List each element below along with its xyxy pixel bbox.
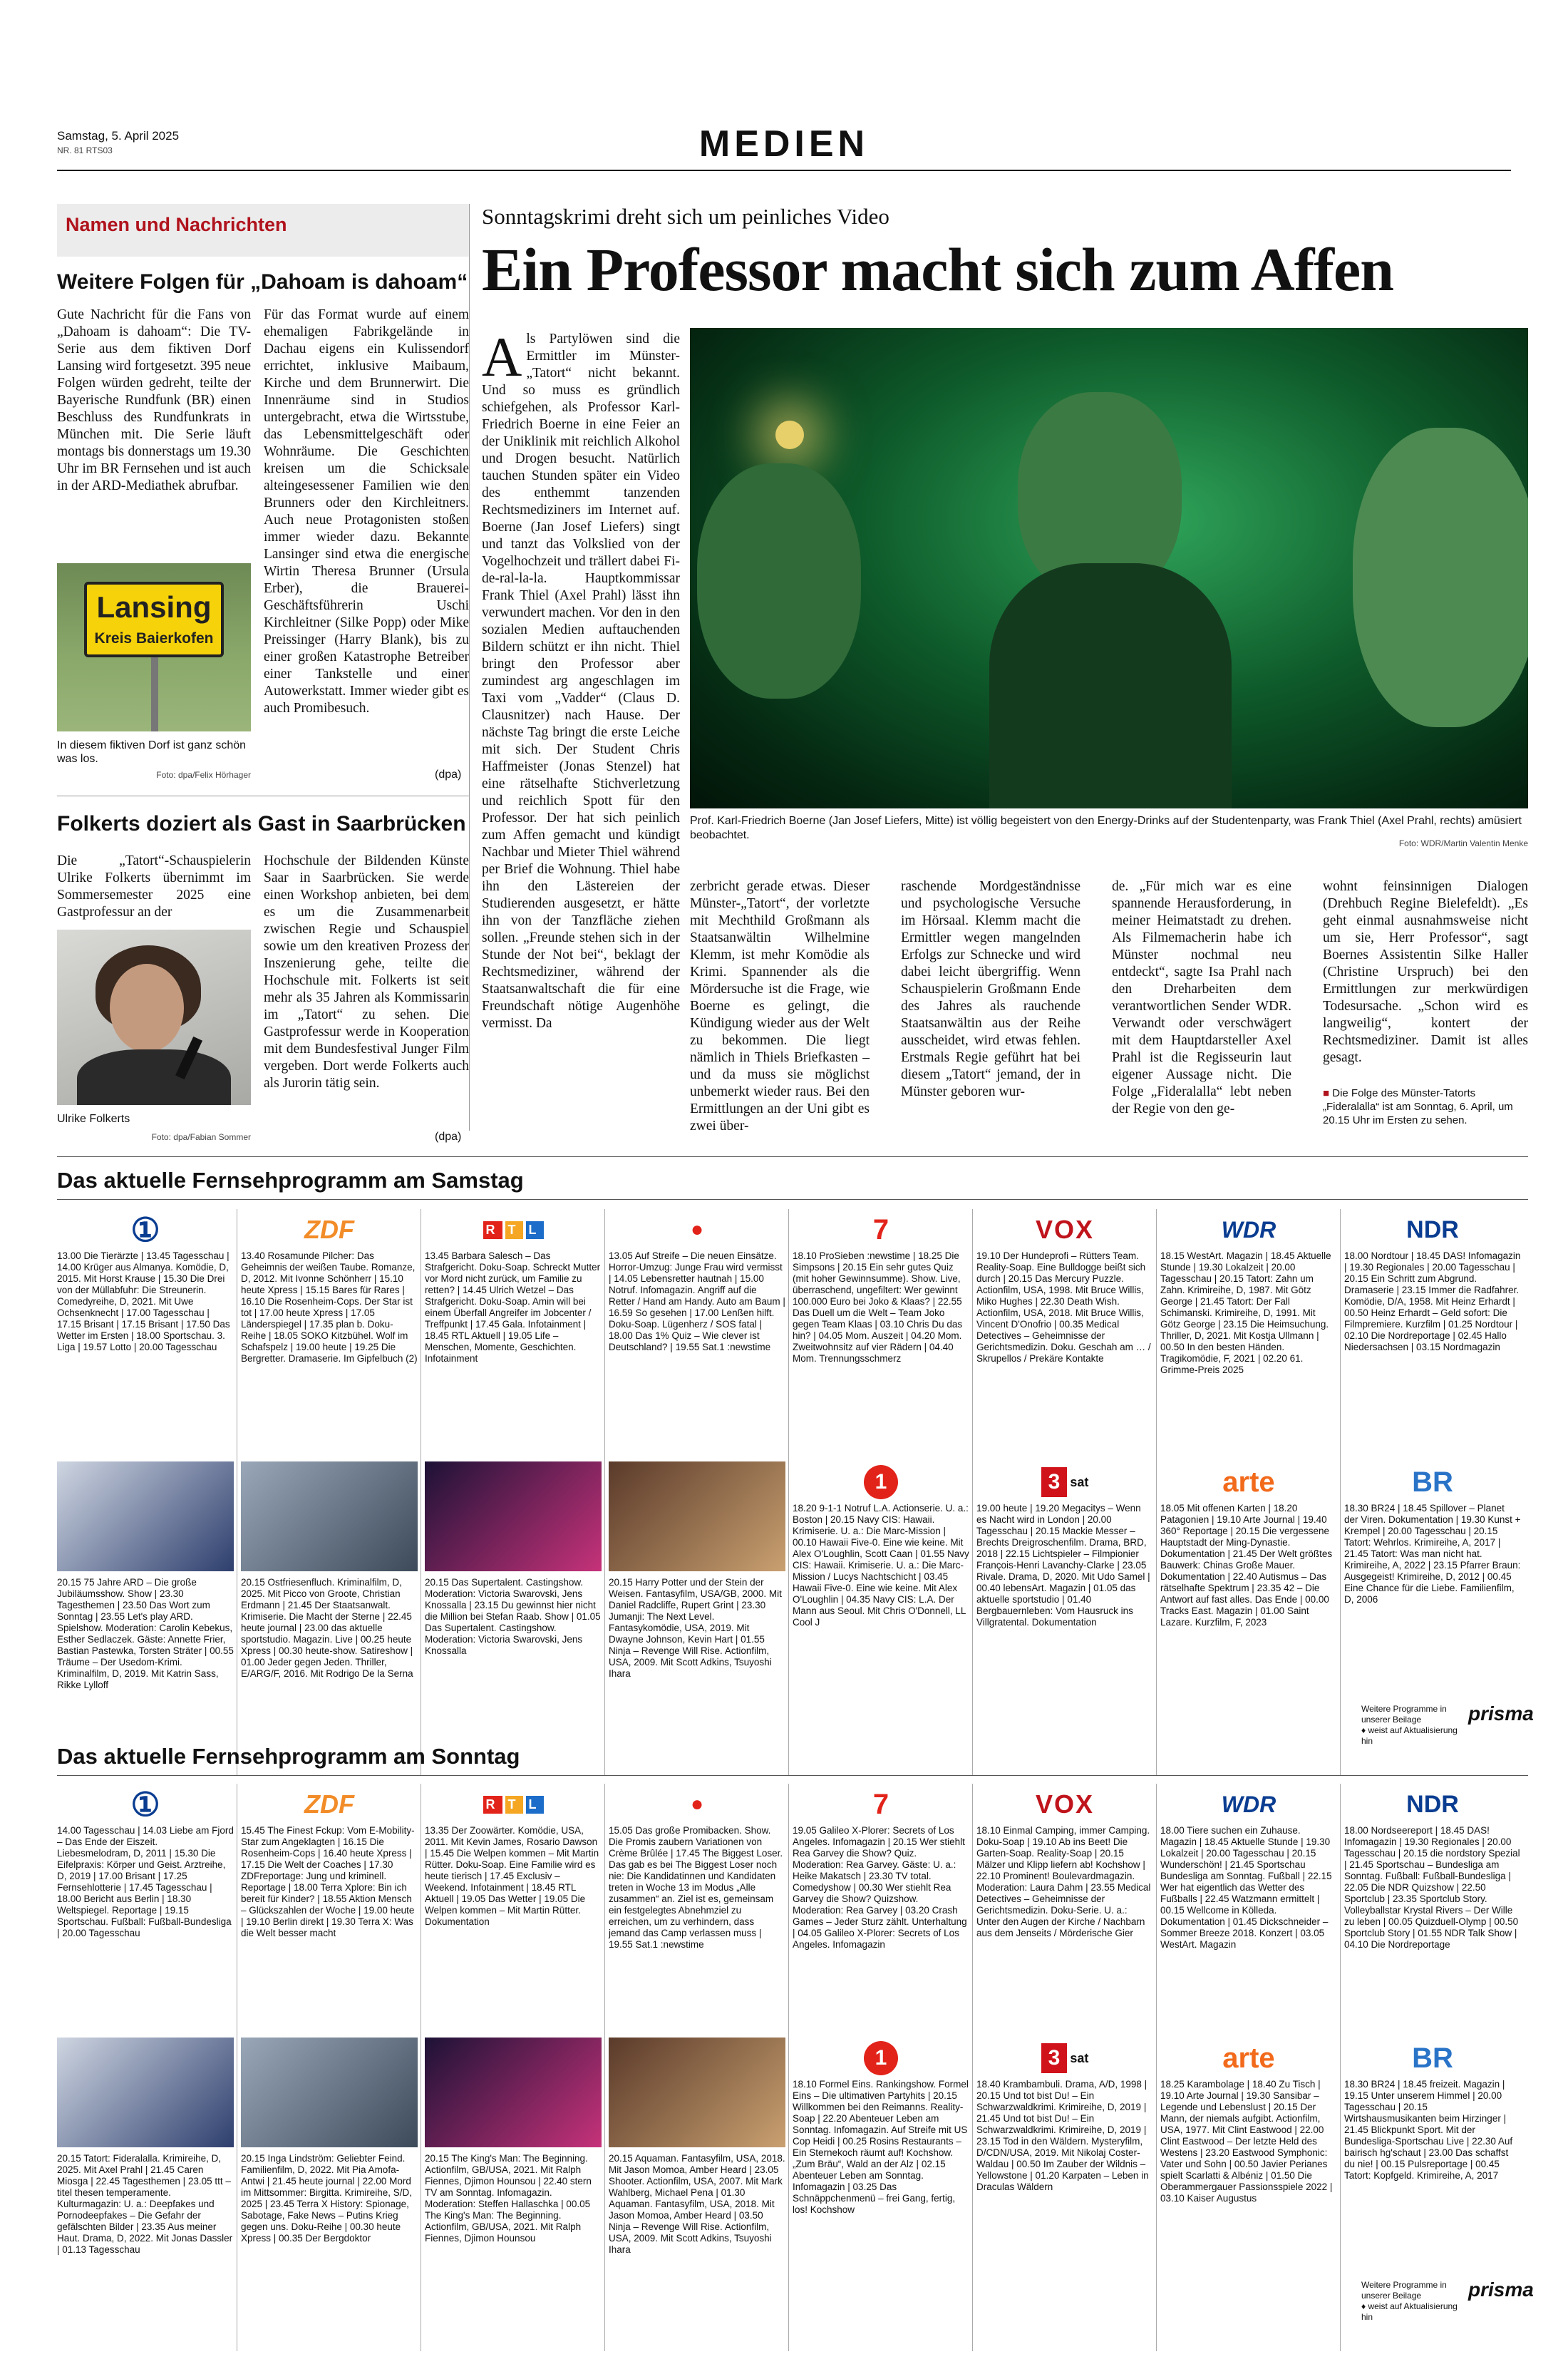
channel-logo-icon: 3 sat <box>976 1461 1153 1503</box>
tv-listing: 20.15 Das Supertalent. Castingshow. Moderation: Victoria Swarovski, Jens Knossalla | 23.15 Du gewinnst hier nicht die Million bei Stefan Raab. Show | 01.05 Das Supertalent. Castingshow. Moderation: Victoria Swarovski, Jens Knossalla <box>425 1577 601 1656</box>
channel-logo-icon: NDR <box>1406 1216 1459 1243</box>
tv-note-update: ♦ weist auf Aktualisierung hin <box>1361 2301 1458 2322</box>
tv-channel-evening-7 <box>1344 2038 1521 2182</box>
tv-channel-evening-5 <box>976 1461 1153 1628</box>
news2-agency: (dpa) <box>435 1131 462 1143</box>
hero-photo-credit: Foto: WDR/Martin Valentin Menke <box>1398 838 1528 848</box>
article-air-note <box>1323 1086 1528 1127</box>
tv-sat-rule <box>57 1199 1528 1200</box>
channel-logo-icon: ● <box>690 1218 704 1241</box>
tv-listing: 20.15 75 Jahre ARD – Die große Jubiläumsshow. Show | 23.30 Tagesthemen | 23.50 Das Wort zum Sonntag | 23.55 Let's play ARD. Spielshow. Moderation: Carolin Kebekus, Esther Sedlaczek. Gäste: Annette Frier, Bastian Pastewka, Torsten Sträter | 00.55 Träume – Der Usedom-Krimi. Kriminalfilm, D, 2019. Mit Katrin Sass, Rikke Lylloff <box>57 1577 234 1690</box>
news1-caption: In diesem fiktiven Dorf ist ganz schön was los. <box>57 739 247 765</box>
article-col3: raschende Mordgeständnisse und psychologische Versuche im Hörsaal. Klemm macht die Ermittler wegen mangelnden Erfolgs zur Schnecke und wird dabei leicht übergriffig. Wenn Schauspielerin Großmann Ende des Jahres als rauchende Staatsanwältin aus der Reihe ausscheidet, wird etwas fehlen. Erstmals Regie geführt hat bei diesem „Tatort“ jemand, der in Münster geboren wur- <box>901 879 1080 1099</box>
sidebar-header-label: Namen und Nachrichten <box>66 214 287 235</box>
channel-logo-icon: NDR <box>1406 1790 1459 1818</box>
note-square-icon: ■ <box>1323 1087 1330 1099</box>
news2-caption: Ulrike Folkerts <box>57 1113 130 1125</box>
article-air-note-text: Die Folge des Münster-Tatorts „Fideralalla“ ist am Sonntag, 6. April, um 20.15 Uhr im Ersten zu sehen. <box>1323 1087 1513 1126</box>
tv-listing: 18.10 Formel Eins. Rankingshow. Formel Eins – Die ultimativen Partyhits | 20.15 Willkommen bei den Reimanns. Reality-Soap | 22.20 Abenteuer Leben am Sonntag. Infomagazin. Auf Streife mit US Cop Heidi | 00.25 Rosins Restaurants – Ein Sternekoch räumt auf! Kochshow. „Zum Bräu“, Wald an der Alz | 02.15 Abenteuer Leben am Sonntag. Infomagazin | 03.25 Das Schnäppchenmenü – frei Gang, fertig, los! Kochshow <box>793 2079 969 2215</box>
tv-listing: 18.00 Nordtour | 18.45 DAS! Infomagazin | 19.30 Regionales | 20.00 Tagesschau | 20.15 Ein Schritt zum Abgrund. Dramaserie | 23.15 Immer die Radfahrer. Komödie, D/A, 1958. Mit Heinz Erhardt | 00.50 Heinz Erhardt – Geld sofort: Die Filmpremiere. Kurzfilm | 01.25 Nordtour | 02.10 Die Nordreportage | 02.45 Hallo Niedersachsen | 03.15 Nordmagazin <box>1344 1250 1521 1352</box>
tv-listing: 19.05 Galileo X-Plorer: Secrets of Los Angeles. Infomagazin | 20.15 Wer stiehlt Rea Garvey die Show? Quiz. Moderation: Rea Garvey. Gäste: U. a.: Heike Makatsch | 23.30 TV total. Comedyshow | 00.30 Wer stiehlt Rea Garvey die Show? Quizshow. Moderation: Rea Garvey | 03.20 Crash Games – Jeder Sturz zählt. Unterhaltung | 04.05 Galileo X-Plorer: Secrets of Los Angeles. Infomagazin <box>793 1825 967 1950</box>
tv-listing: 18.00 Nordseereport | 18.45 DAS! Infomagazin | 19.30 Regionales | 20.00 Tagesschau | 20.15 die nordstory Spezial | 21.45 Sportschau – Bundesliga am Sonntag. Fußball: Fußball-Bundesliga | 22.05 Die NDR Quizshow | 22.50 Sportclub | 23.35 Sportclub Story. Volleyballstar Krystal Rivers – Der Wille zu leben | 00.05 Quizduell-Olymp | 00.50 Sportclub Story | 01.55 NDR Talk Show | 04.10 Die Nordreportage <box>1344 1825 1520 1950</box>
tv-channel-evening-4 <box>793 2038 969 2216</box>
news2-title: Folkerts doziert als Gast in Saarbrücken <box>57 812 466 836</box>
tv-listing: 18.30 BR24 | 18.45 Spillover – Planet der Viren. Dokumentation | 19.30 Kunst + Krempel | 20.00 Tagesschau | 20.15 Tatort: Wehrlos. Krimireihe, A, 2017 | 21.45 Tatort: Was man nicht hat. Krimireihe, A, 2022 | 23.15 Pfarrer Braun: Ausgegeist! Krimireihe, D, 2012 | 00.45 Eine Chance für die Liebe. Familienfilm, D, 2006 <box>1344 1503 1521 1605</box>
channel-logo-icon: 7 <box>872 1788 889 1820</box>
tv-still-photo <box>609 1461 785 1571</box>
folkerts-photo <box>57 930 251 1105</box>
channel-logo-icon: R T L <box>425 1784 602 1825</box>
tv-listing: 18.00 Tiere suchen ein Zuhause. Magazin | 18.45 Aktuelle Stunde | 19.30 Lokalzeit | 20.00 Tagesschau | 20.15 Wunderschön! | 21.45 Sportschau Bundesliga am Sonntag. Fußball | 22.15 Wer hat eigentlich das Wetter des Fußballs | 22.45 Watzmann ermittelt | 00.15 Wellcome in Kölleda. Dokumentation | 01.45 Dickschneider – Sommer Breeze 2018. Konzert | 03.05 WestArt. Magazin <box>1160 1825 1332 1950</box>
prisma-logo: prisma <box>1468 2278 1534 2301</box>
tv-channel-evening-3 <box>609 2038 785 2256</box>
tv-listing: 18.40 Krambambuli. Drama, A/D, 1998 | 20.15 Und tot bist Du! – Ein Schwarzwaldkrimi. Krimireihe, D, 2019 | 21.45 Und tot bist Du! – Ein Schwarzwaldkrimi. Krimireihe, D, 2019 | 23.15 Tod in den Wäldern. Mysteryfilm, D/CDN/USA, 2019. Mit Nikolaj Coster-Waldau | 00.50 Im Zauber der Wildnis – Yellowstone | 01.20 Karpaten – Leben in Draculas Wäldern <box>976 2079 1149 2192</box>
prisma-logo: prisma <box>1468 1702 1534 1725</box>
news1-col2: Für das Format wurde auf einem ehemaligen Fabrikgelände in Dachau eigens ein Kulissendorf errichtet, inklusive Maibaum, Kirche und dem Brunnerwirt. Die Innenräume sind in Studios untergebracht, etwa die Wirtsstube, das Lebensmittelgeschäft oder Wohnräume. Die Geschichten kreisen um die Schicksale alteingesessener Familien wie den Brunners oder den Kirchleitners. Auch neue Protagonisten stoßen immer wieder dazu. Bekannte Lansinger sind etwa die energische Wirtin Theresa Brunner (Ursula Erber), die Brauerei-Geschäftsführerin Uschi Kirchleitner (Silke Popp) oder Mike Preissinger (Harry Blank), bis zu einer großen Katastrophe Betreiber einer Tankstelle und einer Autowerkstatt. Immer wieder gibt es auch Promibesuch. <box>264 307 469 716</box>
tv-listing: 14.00 Tagesschau | 14.03 Liebe am Fjord – Das Ende der Eiszeit. Liebesmelodram, D, 2011 | 15.30 Die Eifelpraxis: Körper und Geist. Arztreihe, D, 2019 | 17.00 Brisant | 17.25 Fernsehlotterie | 17.45 Tagesschau | 18.00 Bericht aus Berlin | 18.30 Weltspiegel. Reportage | 19.15 Sportschau. Fußball: Fußball-Bundesliga | 20.00 Tagesschau <box>57 1825 234 1938</box>
tv-divider <box>57 1156 1528 1157</box>
tv-channel-evening-4 <box>793 1461 969 1628</box>
sign-post <box>151 657 158 731</box>
tv-channel-0 <box>57 1209 234 1353</box>
tv-listing: 18.20 9-1-1 Notruf L.A. Actionserie. U. a.: Boston | 20.15 Navy CIS: Hawaii. Krimiserie. U. a.: Die Marc-Mission | 00.10 Hawaii Five-0. Eine wie keine. Mit Alex O'Loughlin, Scott Caan | 01.55 Navy CIS: Hawaii. Krimiserie. U. a.: Die Marc-Mission / Lucys Nachtschicht | 03.45 Hawaii Five-0. Eine wie keine. Mit Alex O'Loughlin | 04.35 Navy CIS: L.A. Der Mann aus Seoul. Mit Chris O'Donnell, LL Cool J <box>793 1503 969 1628</box>
channel-logo-icon: arte <box>1222 2042 1275 2074</box>
article-col1-text: ls Partylöwen sind die Ermittler im Münster-„Tatort“ nicht bekannt. Und so muss es gründlich schiefgehen, als Professor Karl-Friedrich Boerne in eine Feier an der Uniklinik mit reichlich Alkohol und Drogen besucht. Natürlich tauchen Stunden später ein Video des enthemmt tanzenden Rechtsmediziners im Internet auf. Boerne (Jan Josef Liefers) singt und tanzt das Volkslied von der Vogelhochzeit und trällert dabei Fi-de-ral-la-la. Hauptkommissar Frank Thiel (Axel Prahl) lässt ihn verwundert machen. Vor den in den sozialen Medien auftauchenden Bildern schützt er ihn nicht. Thiel bringt den Professor aber zumindest arg angeschlagen im Taxi vom „Vadder“ (Claus D. Clausnitzer) nach Hause. Der nächste Tag bringt die erste Leiche mit sich. Der Student Chris Haffmeister (Jonas Stenzel) hat eine rätselhafte Stichverletzung und reichlich Spott für den Professor. Der hat sich peinlich zum Affen gemacht und kündigt Nachbar und Mieter Thiel während per Brief die Wohnung. Thiel habe ihn den Lästereien der Studierenden ausgesetzt, er hätte ihn von der Tanzfläche ziehen sollen. „Freunde stehen sich in der Stunde der Not bei“, beklagt der Rechtsmediziner, während der Staatsanwaltschaft die für eine Freundschaft nötige Augenhöhe vermisst. Da <box>482 332 680 1031</box>
tv-listing: 20.15 Ostfriesenfluch. Kriminalfilm, D, 2025. Mit Picco von Groote, Christian Erdmann | 21.45 Der Staatsanwalt. Krimiserie. Die Macht der Sterne | 22.45 heute journal | 23.00 das aktuelle sportstudio. Magazin. Live | 00.25 heute Xpress | 00.30 heute-show. Satireshow | 01.00 Jeder gegen Jeden. Thriller, E/ARG/F, 2016. Mit Rodrigo De la Serna <box>241 1577 413 1679</box>
tv-note-more: Weitere Programme in unserer Beilage <box>1361 2280 1447 2301</box>
tv-column-divider <box>1156 1784 1157 2351</box>
tv-sat-title: Das aktuelle Fernsehprogramm am Samstag <box>57 1168 524 1193</box>
tv-column-divider <box>788 1784 789 2351</box>
article-col5: wohnt feinsinnigen Dialogen (Drehbuch Regine Bielefeldt). „Es geht einmal ausnahmsweise nicht um sie, Herr Professor“, sagt Boernes Assistentin Silke Haller (Christine Urspruch) bei den Ermittlungen zur merkwürdigen Todesursache. „Schon wird es langweilig“, kontert der Rechtsmediziner. Damit ist alles gesagt. <box>1323 879 1528 1065</box>
hero-photo <box>690 328 1528 808</box>
drop-cap: A <box>482 326 522 388</box>
tv-channel-evening-6 <box>1160 1461 1337 1628</box>
tv-channel-evening-2 <box>425 1461 602 1657</box>
channel-logo-icon: ZDF <box>304 1215 354 1244</box>
tv-sun-rule <box>57 1775 1528 1776</box>
tv-listing: 18.05 Mit offenen Karten | 18.20 Patagonien | 19.10 Arte Journal | 19.40 360° Reportage | 20.15 Die vergessene Hauptstadt der Ming-Dynastie. Dokumentation | 21.45 Der Welt größtes Bauwerk: Chinas Große Mauer. Dokumentation | 22.40 Autismus – Das rätselhafte Spektrum | 23.35 42 – Die Antwort auf fast alles. Das Ende | 00.00 Tracks East. Magazin | 01.00 Saint Lazare. Kurzfilm, F, 2023 <box>1160 1503 1333 1628</box>
news2-photo-credit: Foto: dpa/Fabian Sommer <box>151 1132 251 1142</box>
tv-note-update: ♦ weist auf Aktualisierung hin <box>1361 1725 1458 1746</box>
channel-logo-icon: VOX <box>1035 1215 1095 1244</box>
tv-channel-5 <box>976 1209 1153 1365</box>
tv-still-photo <box>57 1461 234 1571</box>
channel-logo-icon: 3 sat <box>976 2038 1153 2079</box>
channel-logo-icon: ① <box>130 1211 160 1248</box>
tv-note-more: Weitere Programme in unserer Beilage <box>1361 1704 1447 1725</box>
news2-col1: Die „Tatort“-Schauspielerin Ulrike Folkerts übernimmt im Sommersemester 2025 eine Gastprofessur an der <box>57 853 251 920</box>
news1-title: Weitere Folgen für „Dahoam is dahoam“ <box>57 270 468 294</box>
tv-channel-7 <box>1344 1209 1521 1353</box>
section-title: MEDIEN <box>698 123 870 165</box>
hero-caption: Prof. Karl-Friedrich Boerne (Jan Josef Liefers, Mitte) ist völlig begeistert von den Energy-Drinks auf der Studentenparty, was Frank Thiel (Axel Prahl, rechts) amüsiert beobachtet. <box>690 815 1522 841</box>
tv-channel-5 <box>976 1784 1153 1939</box>
tv-listing: 18.10 Einmal Camping, immer Camping. Doku-Soap | 19.10 Ab ins Beet! Die Garten-Soap. Reality-Soap | 20.15 Mälzer und Klipp liefern ab! Kochshow | 22.10 Prominent! Boulevardmagazin. Moderation: Laura Dahm | 23.55 Medical Detectives – Geheimnisse der Gerichtsmedizin. Doku-Serie. U. a.: Unter den Augen der Kirche / Nachbarn aus dem Jenseits / Mörderische Gier <box>976 1825 1151 1938</box>
article-col1 <box>482 326 680 1032</box>
tv-column-divider <box>1340 1784 1341 2351</box>
tv-channel-evening-0 <box>57 1461 234 1691</box>
channel-logo-icon: BR <box>1412 1466 1453 1498</box>
tv-listing: 18.15 WestArt. Magazin | 18.45 Aktuelle Stunde | 19.30 Lokalzeit | 20.00 Tagesschau | 20.15 Tatort: Zahn um Zahn. Krimireihe, D, 1987. Mit Götz George | 21.45 Tatort: Der Fall Schimanski. Krimireihe, D, 1991. Mit Götz George | 23.15 Die Heimsuchung. Thriller, D, 2021. Mit Kostja Ullmann | 00.50 In den besten Händen. Tragikomödie, F, 2021 | 02.20 61. Grimme-Preis 2025 <box>1160 1250 1331 1375</box>
channel-logo-icon: ● <box>690 1792 704 1816</box>
news1-agency: (dpa) <box>435 769 462 781</box>
tv-sun-title: Das aktuelle Fernsehprogramm am Sonntag <box>57 1744 520 1769</box>
tv-channel-1 <box>241 1209 418 1365</box>
tv-listing: 20.15 Harry Potter und der Stein der Weisen. Fantasyfilm, USA/GB, 2000. Mit Daniel Radcliffe, Rupert Grint | 23.30 Jumanji: The Next Level. Fantasykomödie, USA, 2019. Mit Dwayne Johnson, Kevin Hart | 01.55 Ninja – Revenge Will Rise. Actionfilm, USA, 2009. Mit Scott Adkins, Tsuyoshi Ihara <box>609 1577 782 1679</box>
tv-note <box>1361 2280 1461 2323</box>
issue-date: Samstag, 5. April 2025 <box>57 129 180 143</box>
news1-col1: Gute Nachricht für die Fans von „Dahoam is dahoam“: Die TV-Serie aus dem fiktiven Dorf Lansing wird fortgesetzt. 395 neue Folgen würden gedreht, teilte der Bayerische Rundfunk (BR) einen Beschluss des Rundfunkrats in München mit. Die Serie läuft montags bis donnerstags um 19.30 Uhr im BR Fernsehen und ist auch in der ARD-Mediathek abrufbar. <box>57 307 251 493</box>
tv-listing: 15.45 The Finest Fckup: Vom E-Mobility-Star zum Angeklagten | 16.15 Die Rosenheim-Cops | 16.40 heute Xpress | 17.15 Die Welt der Coaches | 17.30 ZDFreportage: Jung und kriminell. Reportage | 18.00 Terra Xplore: Bin ich bereit für Kinder? | 18.55 Aktion Mensch – Glückszahlen der Woche | 19.00 heute | 19.10 Berlin direkt | 19.30 Terra X: Was die Welt besser macht <box>241 1825 415 1938</box>
channel-logo-icon: VOX <box>1035 1789 1095 1819</box>
tv-listing: 19.10 Der Hundeprofi – Rütters Team. Reality-Soap. Eine Bulldogge beißt sich durch | 20.15 Das Mercury Puzzle. Actionfilm, USA, 1998. Mit Bruce Willis, Miko Hughes | 22.30 Death Wish. Actionfilm, USA, 2018. Mit Bruce Willis, Vincent D'Onofrio | 00.35 Medical Detectives – Geheimnisse der Gerichtsmedizin. Doku. Geschah am … / Skrupellos / Prekäre Kontakte <box>976 1250 1151 1364</box>
news1-photo-credit: Foto: dpa/Felix Hörhager <box>156 770 251 780</box>
header-rule <box>57 170 1511 171</box>
tv-channel-6 <box>1160 1784 1337 1951</box>
tv-listing: 13.45 Barbara Salesch – Das Strafgericht. Doku-Soap. Schreckt Mutter vor Mord nicht zurück, um Familie zu retten? | 14.45 Ulrich Wetzel – Das Strafgericht. Doku-Soap. Amin will bei einem Überfall Angreifer im Jobcenter / Treffpunkt | 17.45 Gala. Infotainment | 18.45 RTL Aktuell | 19.05 Life – Menschen, Momente, Geschichten. Infotainment <box>425 1250 601 1364</box>
tv-column-divider <box>972 1784 973 2351</box>
tv-channel-3 <box>609 1209 785 1353</box>
tv-channel-evening-7 <box>1344 1461 1521 1605</box>
sign-town: Lansing <box>96 590 212 624</box>
channel-logo-icon: arte <box>1222 1466 1275 1498</box>
tv-column-divider <box>1340 1209 1341 1775</box>
tv-still-photo <box>241 2038 418 2147</box>
tv-listing: 19.00 heute | 19.20 Megacitys – Wenn es Nacht wird in London | 20.00 Tagesschau | 20.15 Mackie Messer – Brechts Dreigroschenfilm. Drama, BRD, 2018 | 22.15 Lichtspieler – Filmpionier François-Henri Lavanchy-Clarke | 23.05 Rivale. Drama, D, 2020. Mit Udo Samel | 00.40 lebensArt. Magazin | 01.05 das aktuelle sportstudio | 01.40 Bergbauernleben: Vom Hausruck ins Villgratental. Dokumentation <box>976 1503 1150 1628</box>
tv-channel-evening-2 <box>425 2038 602 2244</box>
channel-logo-icon: BR <box>1412 2042 1453 2074</box>
article-col4: de. „Für mich war es eine spannende Herausforderung, in meiner Heimatstadt zu drehen. Als Filmemacherin habe ich Münster nochmal neu entdeckt“, sagte Isa Prahl nach den Dreharbeiten dem verantwortlichen Sender WDR. Verwandt oder verschwägert mit dem Hauptdarsteller Axel Prahl ist die Regisseurin laut eigener Aussage nicht. Die Folge „Fideralalla“ lebt neben der Regie von den ge- <box>1112 879 1291 1116</box>
tv-column-divider <box>788 1209 789 1775</box>
tv-channel-evening-3 <box>609 1461 785 1680</box>
tv-still-photo <box>241 1461 418 1571</box>
channel-logo-icon: 7 <box>872 1213 889 1245</box>
lansing-sign <box>84 582 224 657</box>
tv-listing: 20.15 Inga Lindström: Geliebter Feind. Familienfilm, D, 2022. Mit Pia Amofa-Antwi | 21.45 heute journal | 22.00 Mord im Mittsommer: Birgitta. Krimireihe, S/D, 2025 | 23.45 Terra X History: Spionage, Sabotage, Fake News – Putins Krieg gegen uns. Doku-Reihe | 00.30 heute Xpress | 00.35 Der Bergdoktor <box>241 2153 413 2244</box>
tv-listing: 15.05 Das große Promibacken. Show. Die Promis zaubern Variationen von Crème Brûlée | 17.45 The Biggest Loser. Das gab es bei The Biggest Loser noch nie: Die Kandidatinnen und Kandidaten treten in Woche 13 im Modus „Alle zusammen“ an. Ziel ist es, gemeinsam ein festgelegtes Abnehmziel zu erreichen, um zu verhindern, dass jemand das Camp verlassen muss | 19.55 Sat.1 :newstime <box>609 1825 783 1950</box>
channel-logo-icon: 1 <box>793 2038 969 2079</box>
tv-channel-7 <box>1344 1784 1521 1951</box>
tv-column-divider <box>1156 1209 1157 1775</box>
tv-listing: 20.15 The King's Man: The Beginning. Actionfilm, GB/USA, 2021. Mit Ralph Fiennes, Djimon Hounsou | 22.40 stern TV am Sonntag. Infomagazin. Moderation: Steffen Hallaschka | 00.05 The King's Man: The Beginning. Actionfilm, GB/USA, 2021. Mit Ralph Fiennes, Djimon Hounsou <box>425 2153 592 2244</box>
channel-logo-icon: WDR <box>1221 1216 1276 1243</box>
tv-still-photo <box>425 1461 602 1571</box>
tv-listing: 13.35 Der Zoowärter. Komödie, USA, 2011. Mit Kevin James, Rosario Dawson | 15.45 Die Welpen kommen – Mit Martin Rütter. Doku-Soap. Eine Familie wird es heute tierisch | 17.45 Exclusiv – Weekend. Infotainment | 18.45 RTL Aktuell | 19.05 Das Wetter | 19.05 Die Welpen kommen – Mit Martin Rütter. Dokumentation <box>425 1825 599 1927</box>
tv-channel-2 <box>425 1209 602 1365</box>
tv-channel-1 <box>241 1784 418 1939</box>
lansing-sign-photo <box>57 563 251 731</box>
tv-column-divider <box>604 1784 605 2351</box>
tv-listing: 18.10 ProSieben :newstime | 18.25 Die Simpsons | 20.15 Ein sehr gutes Quiz (mit hoher Gewinnsumme). Show. Live, überraschend, ungefiltert: Wer gewinnt 100.000 Euro bei Joko & Klaas? | 22.55 Das Duell um die Welt – Team Joko gegen Team Klaas | 03.10 Chris Du das hin? | 04.05 Mom. Auszeit | 04.20 Mom. Zweitwohnsitz auf vier Rädern | 04.40 Mom. Trennungsschmerz <box>793 1250 963 1364</box>
tv-channel-4 <box>793 1784 969 1951</box>
tv-channel-evening-0 <box>57 2038 234 2256</box>
tv-listing: 13.00 Die Tierärzte | 13.45 Tagesschau | 14.00 Krüger aus Almanya. Komödie, D, 2015. Mit Horst Krause | 15.30 Die Drei von der Müllabfuhr: Die Streunerin. Comedyreihe, D, 2021. Mit Uwe Ochsenknecht | 17.00 Tagesschau | 17.15 Brisant | 17.15 Brisant | 17.50 Das Wetter im Ersten | 18.00 Sportschau. 3. Liga | 19.57 Lotto | 20.00 Tagesschau <box>57 1250 230 1352</box>
tv-note <box>1361 1704 1461 1747</box>
sign-district: Kreis Baierkofen <box>94 630 214 647</box>
tv-channel-evening-6 <box>1160 2038 1337 2204</box>
tv-listing: 18.30 BR24 | 18.45 freizeit. Magazin | 19.15 Unter unserem Himmel | 20.00 Tagesschau | 20.15 Wirtshausmusikanten beim Hirzinger | 21.45 Blickpunkt Sport. Mit der Bundesliga-Sportschau Live | 22.30 Auf bairisch hg'schaut | 23.00 Das schaffst du nie! | 00.15 Pulsreportage | 00.45 Tatort: Kopfgeld. Krimireihe, A, 2017 <box>1344 2079 1513 2181</box>
article-kicker: Sonntagskrimi dreht sich um peinliches Video <box>482 204 889 229</box>
column-divider <box>469 204 470 1131</box>
tv-channel-3 <box>609 1784 785 1951</box>
tv-column-divider <box>604 1209 605 1775</box>
tv-channel-evening-1 <box>241 1461 418 1680</box>
tv-listing: 18.25 Karambolage | 18.40 Zu Tisch | 19.10 Arte Journal | 19.30 Sansibar – Legende und Lebenslust | 20.15 Der Mann, der niemals aufgibt. Actionfilm, USA, 1977. Mit Clint Eastwood | 22.00 Clint Eastwood – Der letzte Held des Westens | 23.20 Eastwood Symphonic: Vater und Sohn | 00.50 Javier Perianes spielt Scarlatti & Albéniz | 01.50 Die Oberammergauer Passionsspiele 2022 | 03.10 Kaiser Augustus <box>1160 2079 1333 2204</box>
channel-logo-icon: 1 <box>793 1461 969 1503</box>
tv-channel-evening-1 <box>241 2038 418 2244</box>
article-col2: zerbricht gerade etwas. Dieser Münster-„Tatort“, der vorletzte mit Mechthild Großmann als Staatsanwältin Wilhelmine Klemm, ist mehr Komödie als Krimi. Spannender als die Mördersuche ist die Frage, wie Boerne es gelingt, die Kündigung wieder aus der Welt zu bekommen. Die liegt nämlich in Thiels Briefkasten – und da muss sie möglichst unbemerkt wieder raus. Bei den Ermittlungen an der Uni gibt es zwei über- <box>690 879 870 1134</box>
tv-channel-2 <box>425 1784 602 1928</box>
channel-logo-icon: ZDF <box>304 1789 354 1819</box>
tv-still-photo <box>425 2038 602 2147</box>
tv-listing: 20.15 Aquaman. Fantasyfilm, USA, 2018. Mit Jason Momoa, Amber Heard | 23.05 Shooter. Actionfilm, USA, 2007. Mit Mark Wahlberg, Michael Pena | 01.30 Aquaman. Fantasyfilm, USA, 2018. Mit Jason Momoa, Amber Heard | 03.50 Ninja – Revenge Will Rise. Actionfilm, USA, 2009. Mit Scott Adkins, Tsuyoshi Ihara <box>609 2153 785 2255</box>
tv-channel-evening-5 <box>976 2038 1153 2193</box>
issue-number: NR. 81 RTS03 <box>57 145 113 155</box>
tv-still-photo <box>57 2038 234 2147</box>
sidebar-header <box>57 204 469 257</box>
tv-listing: 13.05 Auf Streife – Die neuen Einsätze. Horror-Umzug: Junge Frau wird vermisst | 14.05 Lebensretter hautnah | 15.00 Notruf. Infomagazin. Angriff auf die Retter / Hand am Handy. Auto am Baum | 16.59 So gesehen | 17.00 Lenßen hilft. Doku-Soap. Lügenherz / SOS fatal | 18.00 Das 1% Quiz – Wie clever ist Deutschland? | 19.55 Sat.1 :newstime <box>609 1250 785 1352</box>
news2-col2: Hochschule der Bildenden Künste Saar in Saarbrücken. Sie werde einen Workshop anbieten, bei dem es um die Zusammenarbeit zwischen Regie und Schauspiel sowie um den kreativen Prozess der Inszenierung gehe, teilte die Hochschule mit. Folkerts ist seit mehr als 35 Jahren als Kommissarin im „Tatort“ zu sehen. Die Gastprofessur werde in Kooperation mit dem Bundesfestival Junger Film vergeben. Dort werde Folkerts auch als Jurorin tätig sein. <box>264 853 469 1091</box>
channel-logo-icon: ① <box>130 1786 160 1823</box>
channel-logo-icon: WDR <box>1221 1791 1276 1817</box>
tv-channel-0 <box>57 1784 234 1939</box>
tv-column-divider <box>972 1209 973 1775</box>
tv-listing: 20.15 Tatort: Fideralalla. Krimireihe, D, 2025. Mit Axel Prahl | 21.45 Caren Miosga | 22.45 Tagesthemen | 23.05 ttt – titel thesen temperamente. Kulturmagazin: U. a.: Deepfakes und Pornodeepfakes – Die Gefahr der gefälschten Bilder | 23.35 Aus meiner Haut. Drama, D, 2022. Mit Jonas Dassler | 01.13 Tagesschau <box>57 2153 233 2255</box>
tv-still-photo <box>609 2038 785 2147</box>
tv-channel-4 <box>793 1209 969 1365</box>
channel-logo-icon: R T L <box>425 1209 602 1250</box>
article-headline: Ein Professor macht sich zum Affen <box>482 235 1394 304</box>
tv-channel-6 <box>1160 1209 1337 1376</box>
tv-listing: 13.40 Rosamunde Pilcher: Das Geheimnis der weißen Taube. Romanze, D, 2012. Mit Ivonne Schönherr | 15.10 heute Xpress | 15.15 Bares für Rares | 16.10 Die Rosenheim-Cops. Der Star ist tot | 17.00 heute Xpress | 17.05 Länderspiegel | 17.35 plan b. Doku-Reihe | 18.05 SOKO Kitzbühel. Wolf im Schafspelz | 19.00 heute | 19.25 Die Bergretter. Dramaserie. Im Gipfelbuch (2) <box>241 1250 418 1364</box>
